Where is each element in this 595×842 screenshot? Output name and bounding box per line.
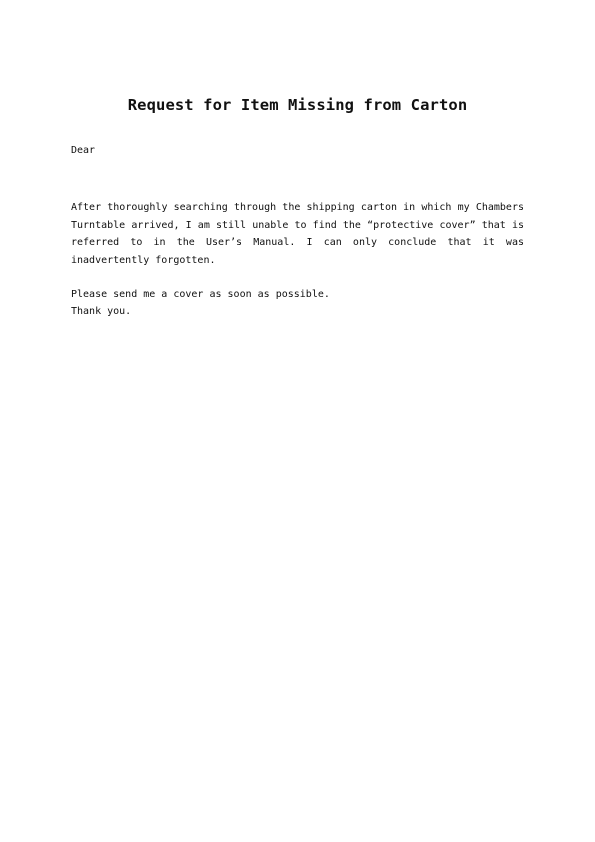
signoff-line: Thank you. bbox=[71, 306, 132, 317]
letter-title: Request for Item Missing from Carton bbox=[127, 96, 468, 114]
body-paragraph: After thoroughly searching through the shipping carton in which my Chambers Turntable arrived, I am still unable to find the “protective cover” that is referred to in the User’s Manual. I can only conclude that it was inadvertently forgotten. bbox=[71, 202, 524, 266]
closing-block bbox=[71, 286, 330, 320]
salutation: Dear bbox=[71, 145, 96, 156]
request-line: Please send me a cover as soon as possible. bbox=[71, 289, 330, 300]
